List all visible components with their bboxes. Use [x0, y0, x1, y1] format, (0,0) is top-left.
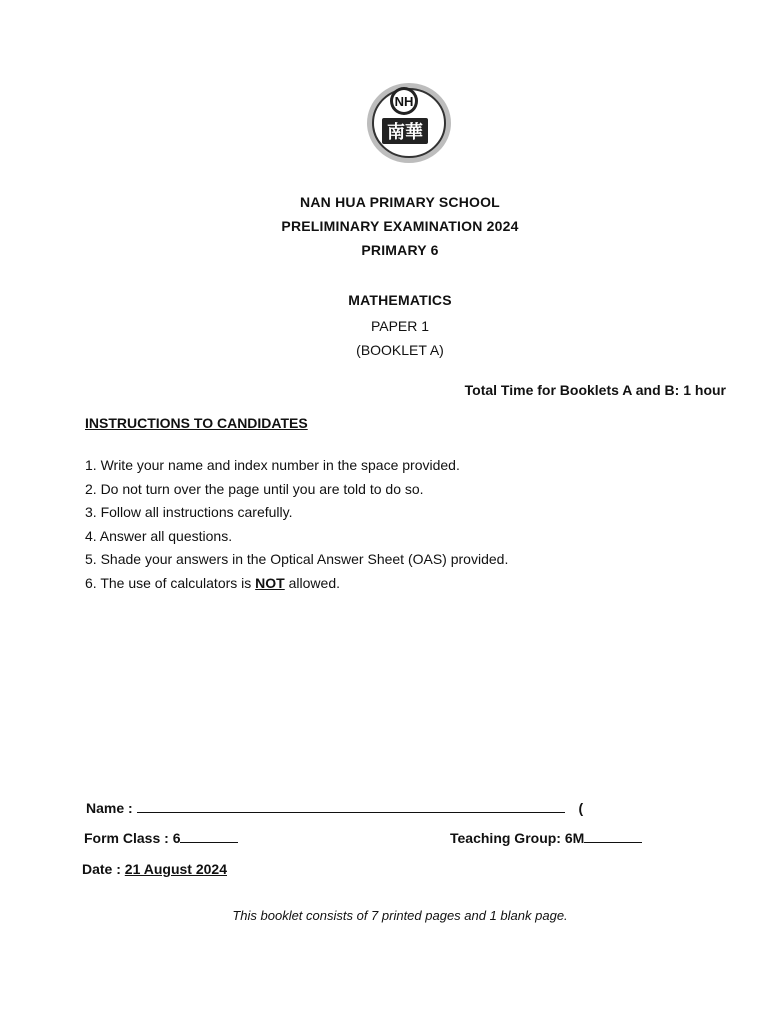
date-value: 21 August 2024: [124, 861, 227, 877]
form-class-blank[interactable]: [180, 830, 238, 843]
logo-letters: NH: [394, 94, 414, 109]
name-label: Name :: [86, 800, 133, 816]
instruction-item: 3. Follow all instructions carefully.: [85, 504, 293, 520]
footer-note: This booklet consists of 7 printed pages and 1 blank page.: [232, 908, 568, 923]
instruction-item: 2. Do not turn over the page until you are told to do so.: [85, 480, 424, 497]
date-label: Date :: [82, 861, 121, 877]
date-field: [82, 861, 227, 877]
name-blank[interactable]: [137, 800, 565, 813]
instruction-6-suffix: allowed.: [284, 574, 340, 591]
teaching-group-label: Teaching Group: 6M: [450, 830, 585, 846]
teaching-group-field[interactable]: [450, 830, 642, 846]
paper-title: PAPER 1: [370, 318, 430, 334]
school-logo: [364, 80, 454, 166]
total-time: Total Time for Booklets A and B: 1 hour: [464, 382, 726, 398]
instructions-heading: INSTRUCTIONS TO CANDIDATES: [85, 415, 308, 431]
instruction-item: 4. Answer all questions.: [85, 527, 233, 544]
form-class-field[interactable]: [84, 830, 238, 846]
booklet-title: (BOOKLET A): [356, 342, 444, 358]
instruction-6-prefix: 6. The use of calculators is: [85, 574, 256, 591]
instruction-item: 1. Write your name and index number in the space provided.: [85, 457, 460, 473]
name-field[interactable]: [86, 800, 583, 816]
school-crest-icon: [364, 80, 454, 166]
level-title: PRIMARY 6: [361, 242, 439, 258]
teaching-group-blank[interactable]: [584, 830, 642, 843]
instructions-list: [85, 456, 508, 597]
exam-title: PRELIMINARY EXAMINATION 2024: [281, 218, 519, 234]
instruction-item: [85, 574, 508, 598]
form-class-label: Form Class : 6: [84, 830, 181, 846]
school-name: NAN HUA PRIMARY SCHOOL: [300, 194, 500, 210]
subject-title: MATHEMATICS: [348, 292, 452, 308]
name-paren: (: [578, 800, 584, 816]
logo-chinese: 南華: [387, 122, 423, 143]
instruction-item: 5. Shade your answers in the Optical Answer Sheet (OAS) provided.: [85, 551, 509, 567]
instruction-6-emphasis: NOT: [255, 574, 285, 591]
